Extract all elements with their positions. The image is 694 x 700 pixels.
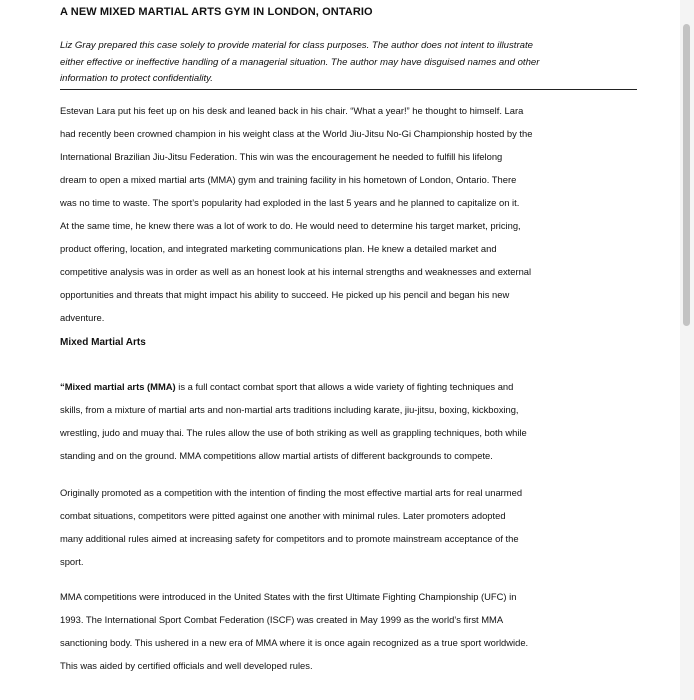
- history-paragraph: MMA competitions were introduced in the United States with the first Ultimate Fighting Championship (UFC) in 1993. The International Sport Combat Federation (ISCF) was created in May 1999 as the world’s first MMA sanctioning body. This ushered in a new era of MMA where it is once again recognized as a true sport worldwide. This was aided by certified officials and well developed rules.: [60, 591, 529, 671]
- scrollbar-thumb[interactable]: [683, 24, 690, 326]
- vertical-scrollbar[interactable]: [680, 0, 694, 700]
- divider-line: [60, 89, 637, 90]
- mma-definition-text: is a full contact combat sport that allows a wide variety of fighting techniques and skills, from a mixture of martial arts and non-martial arts traditions including karate, jiu-jitsu, boxing, kickboxing, wrestling, judo and muay thai. The rules allow the use of both striking as well as grappling techniques, both while standing and on the ground. MMA competitions allow martial artists of different backgrounds to compete.: [60, 381, 527, 461]
- intro-paragraph: Estevan Lara put his feet up on his desk and leaned back in his chair. “What a year!” he thought to himself. Lara had recently been crowned champion in his weight class at the World Jiu-Jitsu No-Gi Championship hosted by the International Brazilian Jiu-Jitsu Federation. This win was the encouragement he needed to fulfill his lifelong dream to open a mixed martial arts (MMA) gym and training facility in his hometown of London, Ontario. There was no time to waste. The sport’s popularity had exploded in the last 5 years and he planned to capitalize on it. At the same time, he knew there was a lot of work to do. He would need to determine his target market, pricing, product offering, location, and integrated marketing communications plan. He knew a detailed market and competitive analysis was in order as well as an honest look at his internal strengths and weaknesses and external opportunities and threats that might impact his ability to succeed. He picked up his pencil and began his new adventure.: [60, 105, 533, 323]
- case-disclaimer: Liz Gray prepared this case solely to provide material for class purposes. The author does not intent to illustrate either effective or ineffective handling of a managerial situation. The author may have disguised names and other information to protect confidentiality.: [60, 40, 540, 84]
- origin-paragraph: Originally promoted as a competition with the intention of finding the most effective martial arts for real unarmed combat situations, competitors were pitted against one another with minimal rules. Later promoters adopted many additional rules aimed at increasing safety for competitors and to promote mainstream acceptance of the sport.: [60, 487, 523, 567]
- mma-definition-paragraph: [60, 375, 650, 467]
- mma-term: “Mixed martial arts (MMA): [60, 381, 176, 392]
- document-title: A NEW MIXED MARTIAL ARTS GYM IN LONDON, ONTARIO: [60, 6, 373, 18]
- section-heading: Mixed Martial Arts: [60, 337, 146, 348]
